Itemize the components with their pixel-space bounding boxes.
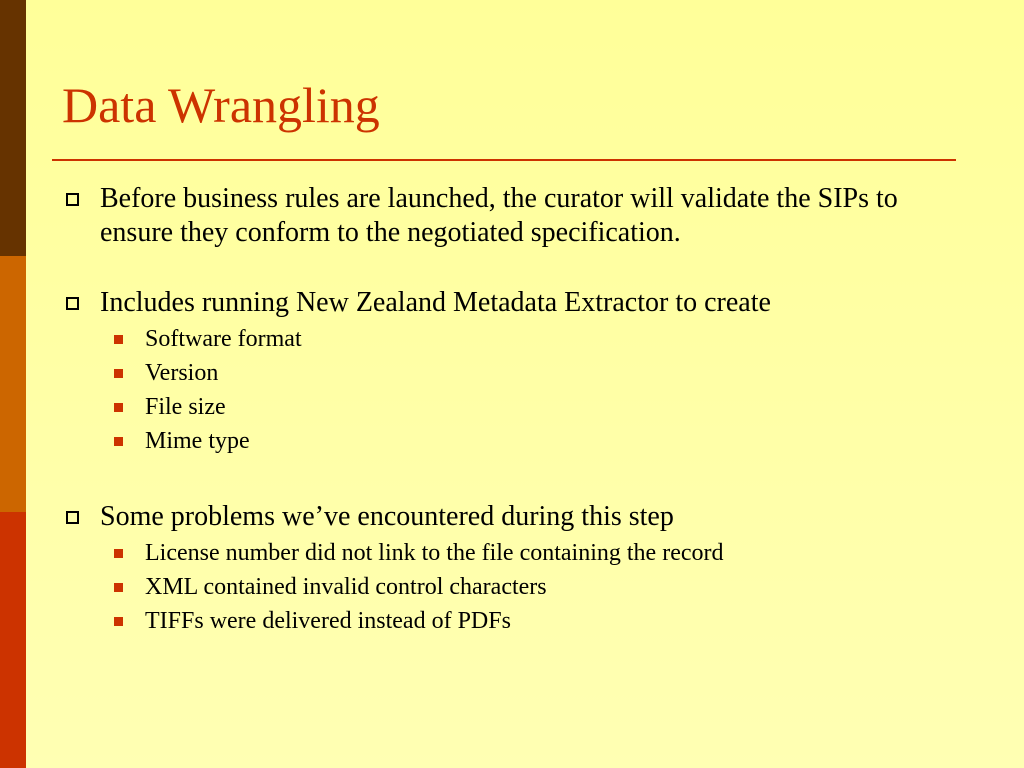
filled-square-bullet-icon [114, 549, 123, 558]
sub-bullet-text: XML contained invalid control characters [145, 574, 547, 600]
hollow-square-bullet-icon [66, 193, 79, 206]
bullet-text: Includes running New Zealand Metadata Extractor to create [100, 287, 771, 318]
sub-bullet-text: TIFFs were delivered instead of PDFs [145, 608, 511, 634]
sidebar-segment-top [0, 0, 26, 256]
sub-bullet-text: Mime type [145, 428, 250, 454]
sub-bullet-item [62, 424, 962, 458]
sub-bullet-item [62, 604, 962, 638]
title-underline [52, 159, 956, 161]
spacer [62, 458, 962, 500]
filled-square-bullet-icon [114, 369, 123, 378]
hollow-square-bullet-icon [66, 297, 79, 310]
hollow-square-bullet-icon [66, 511, 79, 524]
sub-bullet-item [62, 390, 962, 424]
bullet-text: Some problems we’ve encountered during this step [100, 501, 674, 532]
filled-square-bullet-icon [114, 617, 123, 626]
sub-bullet-list [62, 536, 962, 638]
decorative-sidebar [0, 0, 26, 768]
sidebar-segment-middle [0, 256, 26, 512]
sub-bullet-text: License number did not link to the file containing the record [145, 540, 724, 566]
sub-bullet-text: Software format [145, 326, 302, 352]
filled-square-bullet-icon [114, 437, 123, 446]
filled-square-bullet-icon [114, 335, 123, 344]
filled-square-bullet-icon [114, 583, 123, 592]
sub-bullet-item [62, 570, 962, 604]
spacer [62, 250, 962, 286]
sub-bullet-text: Version [145, 360, 219, 386]
filled-square-bullet-icon [114, 403, 123, 412]
sub-bullet-item [62, 322, 962, 356]
sub-bullet-list [62, 322, 962, 458]
slide-body [62, 182, 962, 638]
sub-bullet-text: File size [145, 394, 226, 420]
bullet-item [62, 500, 962, 534]
bullet-item [62, 286, 962, 320]
sub-bullet-item [62, 536, 962, 570]
slide-title: Data Wrangling [62, 77, 380, 133]
sub-bullet-item [62, 356, 962, 390]
sidebar-segment-bottom [0, 512, 26, 768]
bullet-item [62, 182, 962, 250]
bullet-text: Before business rules are launched, the curator will validate the SIPs to ensure they conform to the negotiated specification. [100, 183, 898, 248]
